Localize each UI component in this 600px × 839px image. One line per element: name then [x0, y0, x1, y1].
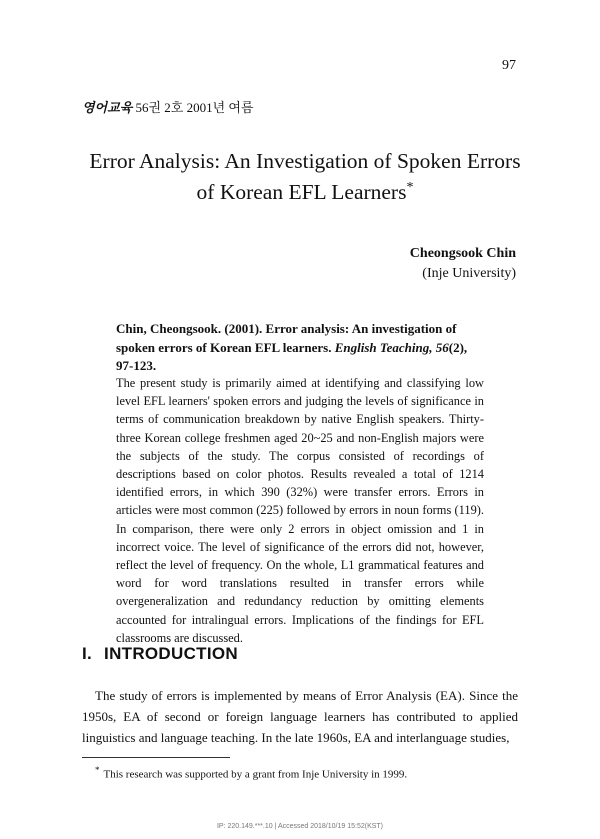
footnote-text: This research was supported by a grant from Inje University in 1999.: [103, 768, 408, 781]
title-footnote-mark: *: [406, 179, 414, 195]
footnote-divider: [82, 757, 230, 758]
journal-name: 영어교육: [82, 100, 133, 115]
citation-journal: English Teaching, 56: [334, 339, 449, 355]
page-number: 97: [502, 58, 516, 73]
citation-article-title: Error analysis: An investigation of spoken errors of Korean EFL learners.: [116, 321, 457, 355]
section-title: INTRODUCTION: [104, 644, 238, 663]
footnote: [95, 765, 407, 781]
section-heading: [82, 644, 238, 664]
intro-paragraph: The study of errors is implemented by means of Error Analysis (EA). Since the 1950s, EA of second or foreign language learners has contributed to applied linguistics and language teaching. In the late 1960s, EA and interlanguage studies,: [82, 688, 518, 745]
author-name: Cheongsook Chin: [409, 246, 516, 261]
journal-issue: 56권 2호 2001년 여름: [135, 100, 254, 115]
abstract: The present study is primarily aimed at identifying and classifying low level EFL learners' spoken errors and judging the levels of significance in terms of communication breakdown by native English speakers. Thirty-three Korean college freshmen aged 20~25 and non-English majors were the subjects of the study. The corpus consisted of recordings of descriptions based on color photos. Results revealed a total of 1214 identified errors, in which 390 (32%) were transfer errors. Errors in articles were most common (225) followed by errors in noun forms (119). In comparison, there were only 2 errors in object omission and 1 in incorrect voice. The level of significance of the errors did not, however, reflect the level of frequency. On the whole, L1 grammatical features and word for word translations resulted in transfer errors while overgeneralization and redundancy reduction by omitting elements accounted for intralingual errors. Implications of the findings for EFL classrooms are discussed.: [116, 376, 484, 645]
title-line-2: of Korean EFL Learners: [196, 180, 407, 204]
paper-title: [60, 146, 550, 208]
citation-issue-pages: (2), 97-123.: [116, 339, 468, 373]
journal-header: [82, 97, 254, 116]
author-block: [410, 244, 516, 284]
access-watermark: IP: 220.149.***.10 | Accessed 2018/10/19 15:52(KST): [216, 823, 384, 830]
footnote-mark: *: [95, 765, 100, 775]
section-number: I.: [82, 644, 93, 663]
citation: [116, 320, 484, 376]
author-affiliation: (Inje University): [422, 266, 516, 281]
title-line-1: Error Analysis: An Investigation of Spoken Errors: [89, 149, 521, 173]
citation-authors-year: Chin, Cheongsook. (2001).: [116, 321, 266, 336]
